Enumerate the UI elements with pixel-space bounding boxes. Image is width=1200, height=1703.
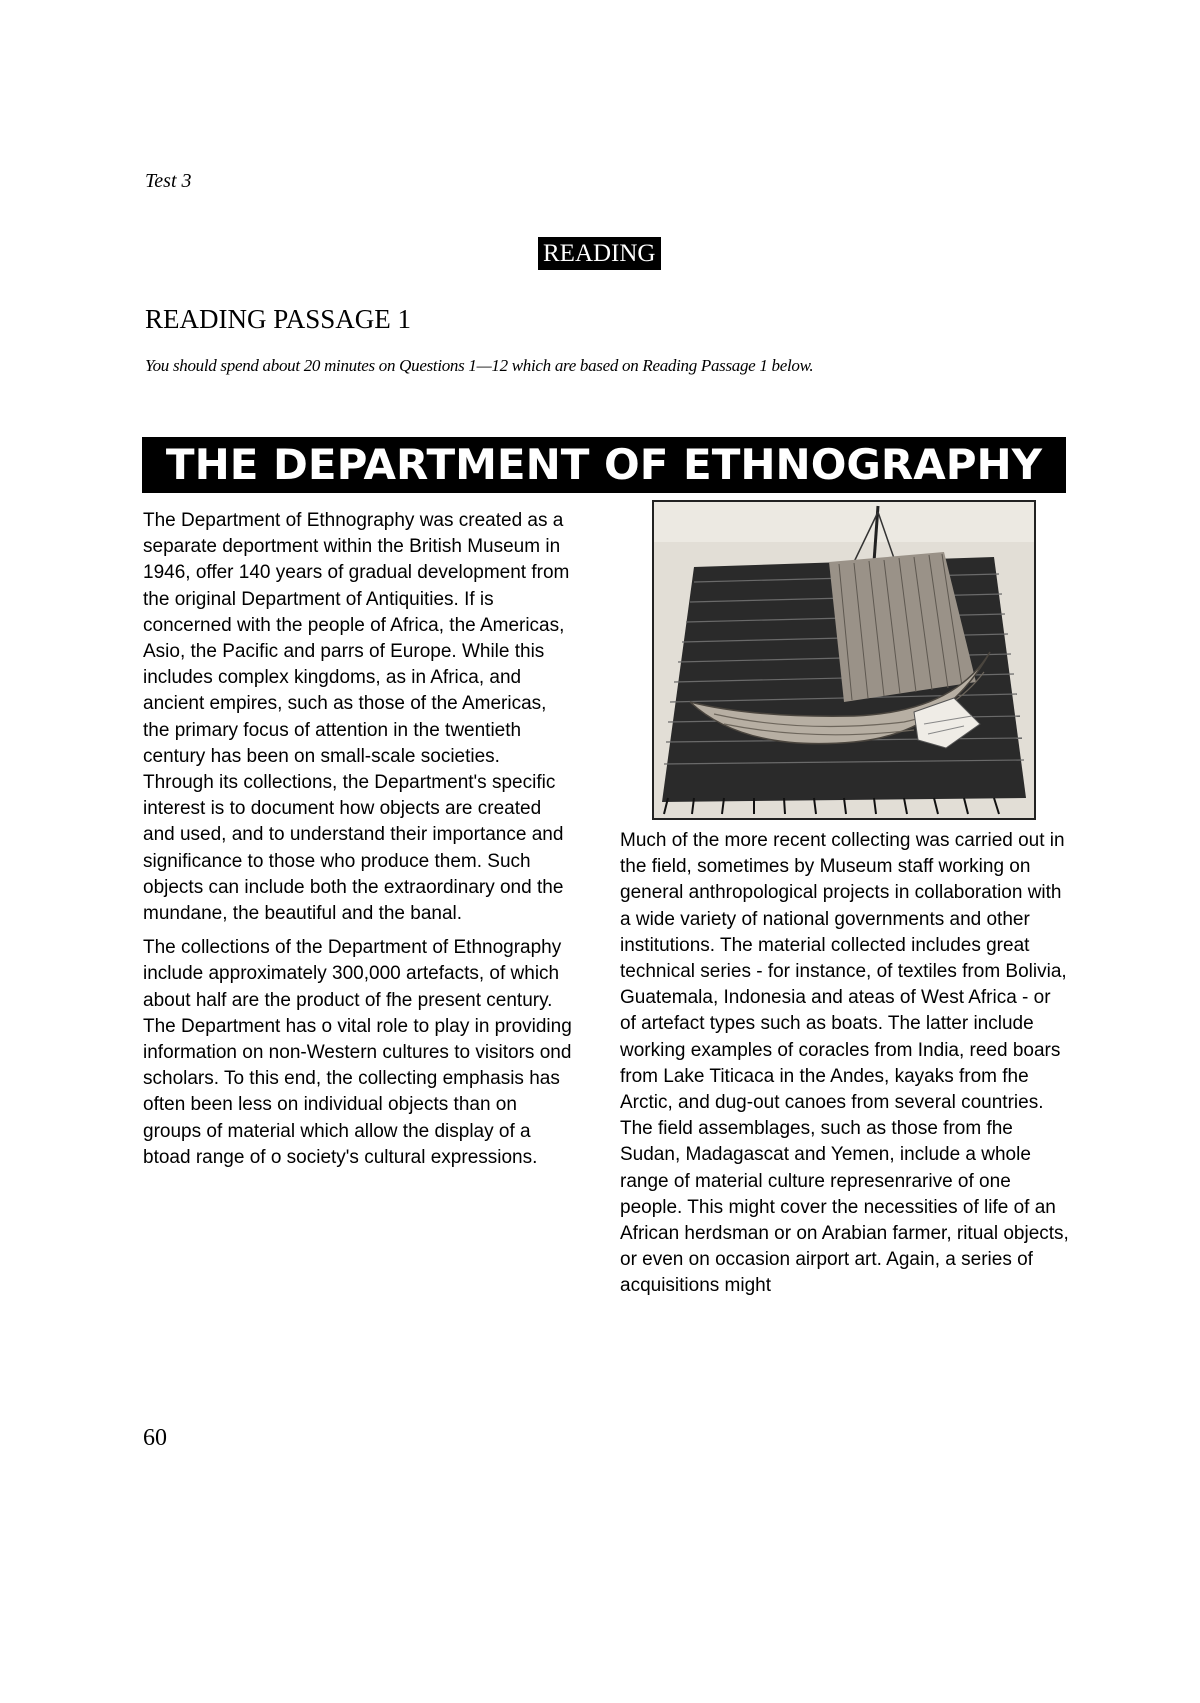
passage-heading: READING PASSAGE 1 bbox=[145, 304, 412, 334]
paragraph: Much of the more recent collecting was carried out in the field, sometimes by Museum staff working on general anthropological projects in collaboration with a wide variety of national governments and other institutions. The material collected includes great technical series - for instance, of textiles from Bolivia, Guatemala, Indonesia and ateas of West Africa - or of artefact types such as boats. The latter include working examples of coracles from India, reed boars from Lake Titicaca in the Andes, kayaks from fhe Arctic, and dug-out canoes from several countries. The field assemblages, such as those from fhe Sudan, Madagascat and Yemen, include a whole range of material culture represenrarive of one people. This might cover the necessities of life of an African herdsman or on Arabian farmer, ritual objects, or even on occasion airport art. Again, a series of acquisitions might bbox=[620, 830, 1069, 1297]
article-title: THE DEPARTMENT OF ETHNOGRAPHY bbox=[142, 437, 1066, 493]
running-header: Test 3 bbox=[145, 170, 192, 192]
paragraph: The Department of Ethnography was created as a separate deportment within the British Museum in 1946, offer 140 years of gradual development from the original Department of Antiquities. If is concerned with the people of Africa, the Americas, Asio, the Pacific and parrs of Europe. While this includes complex kingdoms, as in Africa, and ancient empires, such as those of the Americas, the primary focus of attention in the twentieth century has been on small-scale societies. Through its collections, the Department's specific interest is to document how objects are created and used, and to understand their importance and significance to those who produce them. Such objects can include both the extraordinary ond the mundane, the beautiful and the banal. bbox=[143, 510, 570, 925]
boat-photo bbox=[652, 500, 1036, 820]
page-number: 60 bbox=[143, 1425, 167, 1451]
boat-photo-illustration bbox=[654, 502, 1034, 818]
section-badge: READING bbox=[538, 237, 661, 270]
instructions: You should spend about 20 minutes on Questions 1—12 which are based on Reading Passage 1 below. bbox=[145, 356, 814, 375]
paragraph: The collections of the Department of Ethnography include approximately 300,000 artefacts, of which about half are the product of fhe present century. The Department has o vital role to play in providing information on non-Western cultures to visitors ond scholars. To this end, the collecting emphasis has often been less on individual objects than on groups of material which allow the display of a btoad range of o society's cultural expressions. bbox=[143, 937, 572, 1168]
left-column bbox=[143, 508, 573, 1179]
right-column bbox=[620, 828, 1070, 1308]
